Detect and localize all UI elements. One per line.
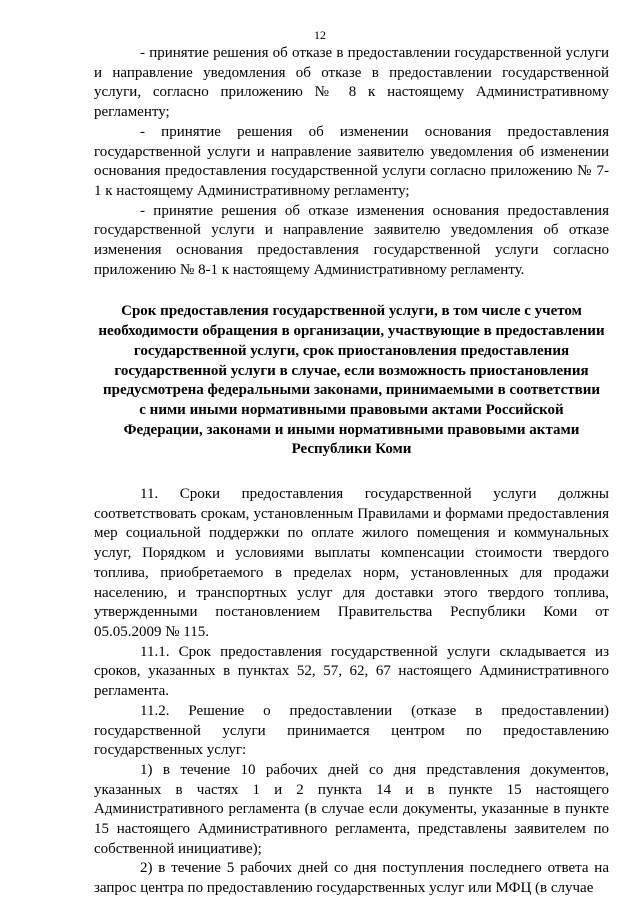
paragraph-11-1: 11.1. Срок предоставления государственной услуги складывается из сроков, указанных в пунктах 52, 57, 62, 67 настоящего Административного регламента. xyxy=(94,643,609,700)
paragraph-item-2: 2) в течение 5 рабочих дней со дня поступления последнего ответа на запрос центра по предоставлению государственных услуг или МФЦ (в случае xyxy=(94,860,609,897)
paragraph-item-1: 1) в течение 10 рабочих дней со дня представления документов, указанных в частях 1 и 2 пункта 14 и в пункте 15 настоящего Административного регламента (в случае если документы, указанные в пункте 15 настоящего Административного регламента, представлены заявителем по собственной инициативе); xyxy=(94,761,609,857)
paragraph-11: 11. Сроки предоставления государственной услуги должны соответствовать срокам, установленным Правилами и формами предоставления мер социальной поддержки по оплате жилого помещения и коммунальных услуг, Порядком и условиями выплаты компенсации стоимости твердого топлива, приобретаемого в пределах норм, установленных для продажи населению, и транспортных услуг для доставки этого твердого топлива, утвержденными постановлением Правительства Республики Коми от 05.05.2009 № 115. xyxy=(94,486,609,640)
page-number: 12 xyxy=(314,28,326,42)
section-heading: Срок предоставления государственной услуги, в том числе с учетом необходимости обращения в организации, участвующие в предоставлении государственной услуги, срок приостановления предоставления государственной услуги в случае, если возможность приостановления предусмотрена федеральными законами, принимаемыми в соответствии с ними иными нормативными правовыми актами Российской Федерации, законами и иными нормативными правовыми актами Республики Коми xyxy=(98,303,605,458)
paragraph-refusal-change-basis: - принятие решения об отказе изменения основания предоставления государственной услуги и направление заявителю уведомления об отказе изменения основания предоставления государственной услуги согласно приложению № 8-1 к настоящему Административному регламенту. xyxy=(94,202,609,278)
paragraph-refusal-decision: - принятие решения об отказе в предоставлении государственной услуги и направление уведомления об отказе в предоставлении государственной услуги, согласно приложению № 8 к настоящему Административному регламенту; xyxy=(94,45,609,121)
paragraph-11-2: 11.2. Решение о предоставлении (отказе в предоставлении) государственной услуги принимается центром по предоставлению государственных услуг: xyxy=(94,702,609,759)
document-body xyxy=(94,44,609,899)
paragraph-change-basis-decision: - принятие решения об изменении основания предоставления государственной услуги и направление заявителю уведомления об изменении основания предоставления государственной услуги согласно приложению № 7-1 к настоящему Административному регламенту; xyxy=(94,123,609,199)
